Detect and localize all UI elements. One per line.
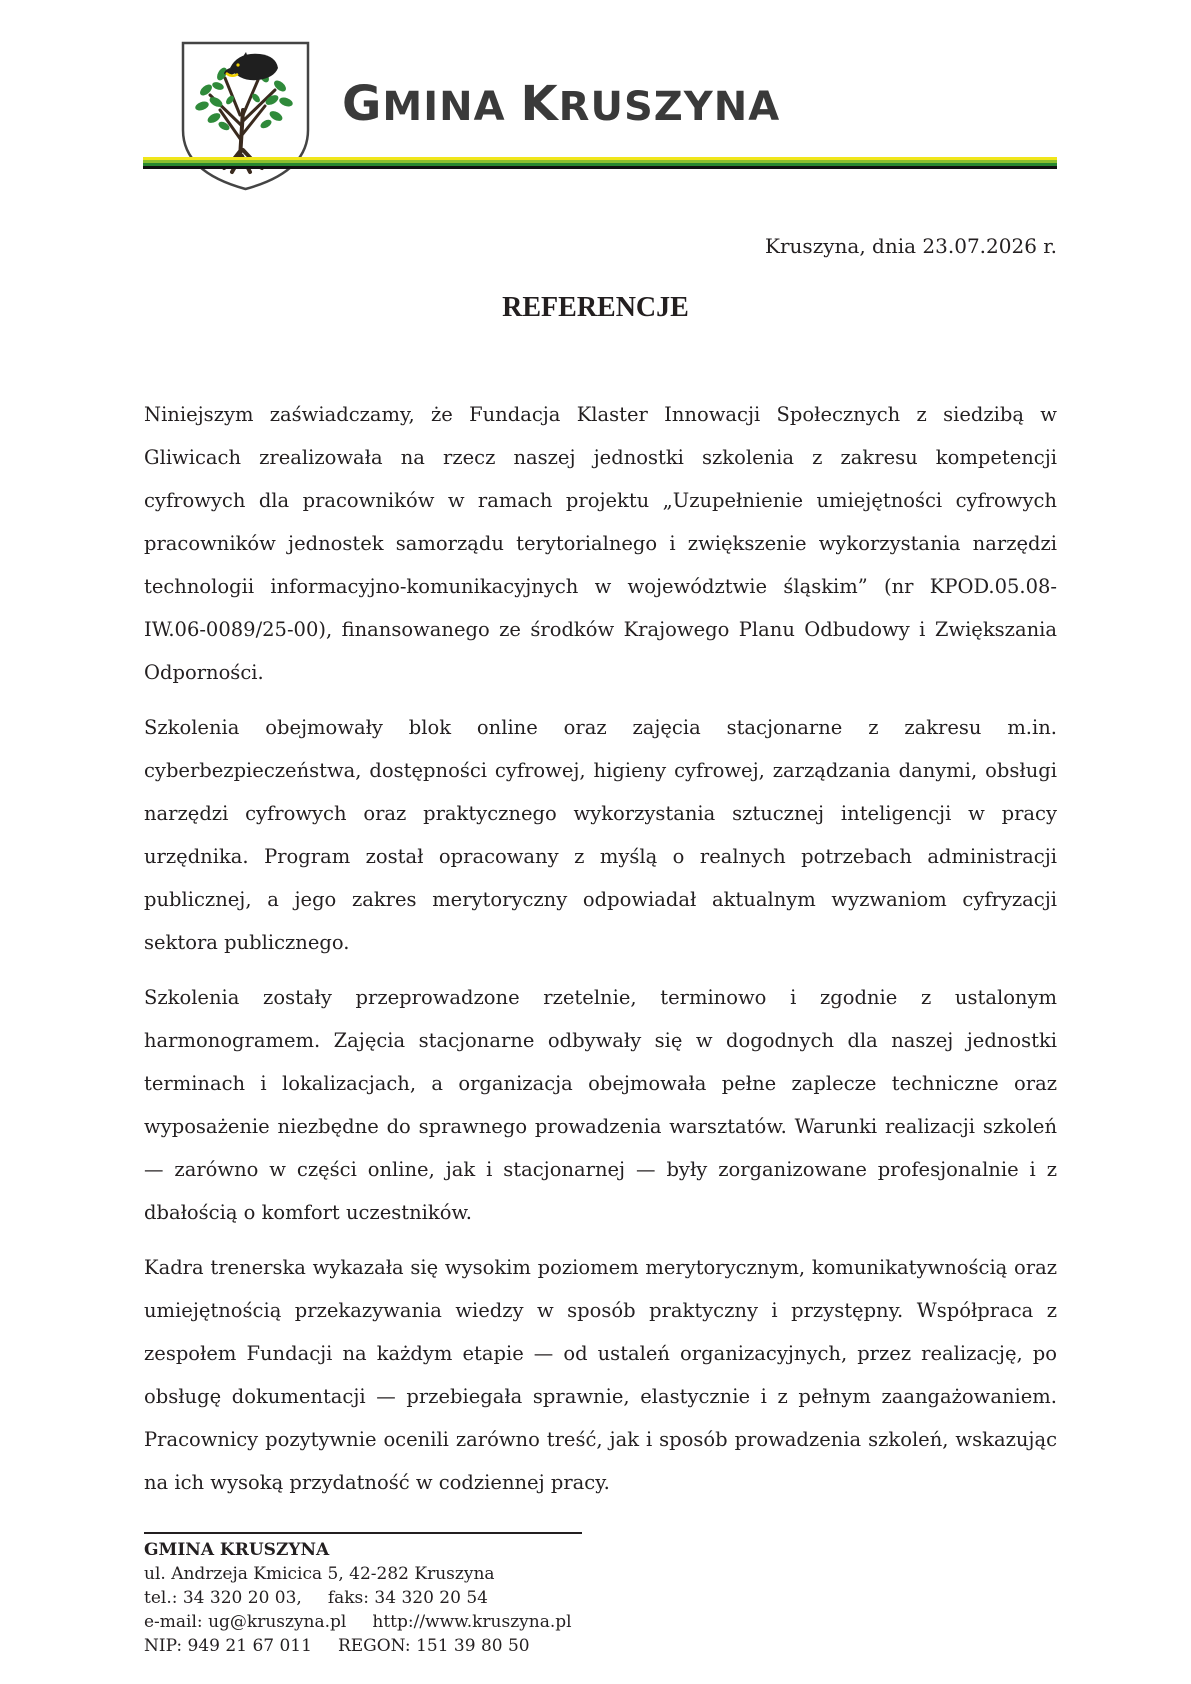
footer-email[interactable]: e-mail: ug@kruszyna.pl xyxy=(144,1612,347,1632)
paragraph: Szkolenia obejmowały blok online oraz zajęcia stacjonarne z zakresu m.in. cyberbezpieczeństwa, dostępności cyfrowej, higieny cyfrowej, zarządzania danymi, obsługi narzędzi cyfrowych oraz praktycznego wykorzystania sztucznej inteligencji w pracy urzędnika. Program został opracowany z myślą o realnych potrzebach administracji publicznej, a jego zakres merytoryczny odpowiadał aktualnym wyzwaniom cyfryzacji sektora publicznego. xyxy=(144,716,1057,954)
organization-name xyxy=(342,78,780,133)
org-name-rest-1: MINA xyxy=(382,84,521,130)
footer-divider xyxy=(144,1532,582,1534)
footer-contact-line xyxy=(144,1610,572,1634)
date-line: Kruszyna, dnia 23.07.2026 r. xyxy=(765,234,1057,258)
footer-fax: faks: 34 320 20 54 xyxy=(327,1588,488,1608)
footer-ids-line xyxy=(144,1634,572,1658)
footer-tel: tel.: 34 320 20 03, xyxy=(144,1588,302,1608)
footer-website[interactable]: http://www.kruszyna.pl xyxy=(372,1612,572,1632)
paragraph: Niniejszym zaświadczamy, że Fundacja Klaster Innowacji Społecznych z siedzibą w Gliwicach zrealizowała na rzecz naszej jednostki szkolenia z zakresu kompetencji cyfrowych dla pracowników w ramach projektu „Uzupełnienie umiejętności cyfrowych pracowników jednostek samorządu terytorialnego i zwiększenie wykorzystania narzędzi technologii informacyjno-komunikacyjnych w województwie śląskim” (nr KPOD.05.08-IW.06-0089/25-00), finansowanego ze środków Krajowego Planu Odbudowy i Zwiększania Odporności. xyxy=(144,403,1057,684)
paragraph: Kadra trenerska wykazała się wysokim poziomem merytorycznym, komunikatywnością oraz umiejętnością przekazywania wiedzy w sposób praktyczny i przystępny. Współpraca z zespołem Fundacji na każdym etapie — od ustaleń organizacyjnych, przez realizację, po obsługę dokumentacji — przebiegała sprawnie, elastycznie i z pełnym zaangażowaniem. Pracownicy pozytywnie ocenili zarówno treść, jak i sposób prowadzenia szkoleń, wskazując na ich wysoką przydatność w codziennej pracy. xyxy=(144,1256,1057,1494)
footer xyxy=(144,1538,572,1658)
org-name-rest-2: RUSZYNA xyxy=(558,84,781,130)
document-title: REFERENCJE xyxy=(502,292,689,323)
footer-name: GMINA KRUSZYNA xyxy=(144,1540,330,1560)
footer-nip: NIP: 949 21 67 011 xyxy=(144,1636,312,1656)
footer-phone-line xyxy=(144,1586,572,1610)
org-name-initial-2: K xyxy=(520,76,559,132)
document-body xyxy=(144,393,1057,1516)
footer-regon: REGON: 151 39 80 50 xyxy=(337,1636,530,1656)
paragraph: Szkolenia zostały przeprowadzone rzetelnie, terminowo i zgodnie z ustalonym harmonogramem. Zajęcia stacjonarne odbywały się w dogodnych dla naszej jednostki terminach i lokalizacjach, a organizacja obejmowała pełne zaplecze techniczne oraz wyposażenie niezbędne do sprawnego prowadzenia warsztatów. Warunki realizacji szkoleń — zarówno w części online, jak i stacjonarnej — były zorganizowane profesjonalnie i z dbałością o komfort uczestników. xyxy=(144,986,1057,1224)
coat-of-arms-logo xyxy=(180,40,311,192)
stripe-black xyxy=(143,166,1057,169)
footer-address: ul. Andrzeja Kmicica 5, 42-282 Kruszyna xyxy=(144,1564,495,1584)
org-name-initial-1: G xyxy=(342,76,383,132)
header-stripes xyxy=(143,157,1057,169)
